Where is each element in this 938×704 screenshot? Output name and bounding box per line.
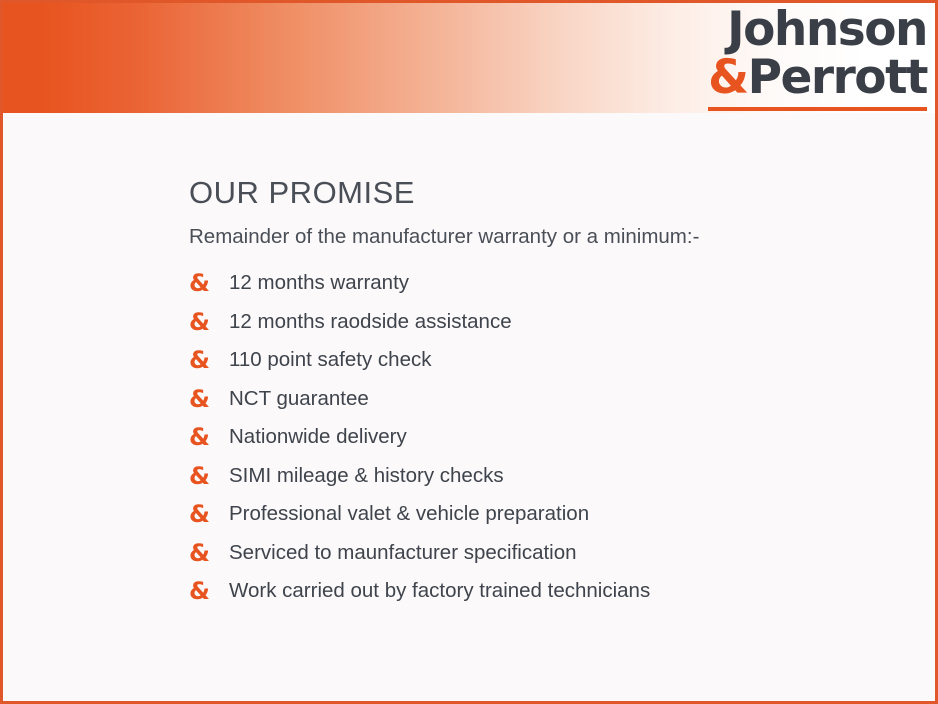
list-item (189, 461, 889, 490)
list-item (189, 425, 889, 449)
ampersand-icon: & (189, 577, 210, 605)
list-item (189, 348, 889, 372)
brand-logo (708, 2, 927, 111)
list-item (189, 307, 889, 336)
ampersand-icon: & (189, 307, 210, 336)
logo-line-johnson: Johnson (727, 2, 927, 57)
list-item-label: Serviced to maunfacturer specification (229, 540, 577, 564)
promise-list (189, 271, 889, 603)
ampersand-icon: & (189, 461, 210, 490)
list-item-label: 110 point safety check (229, 348, 432, 372)
promise-content (189, 175, 889, 618)
list-item-label: 12 months warranty (229, 271, 410, 295)
list-item-label: SIMI mileage & history checks (229, 463, 504, 487)
list-item (189, 579, 889, 603)
page-title: OUR PROMISE (189, 175, 415, 210)
list-item-label: Professional valet & vehicle preparation (229, 502, 590, 526)
list-item (189, 502, 889, 526)
list-item-label: Nationwide delivery (229, 425, 407, 449)
ampersand-icon: & (189, 423, 210, 451)
list-item-label: NCT guarantee (229, 386, 369, 410)
list-item (189, 384, 889, 413)
list-item-label: Work carried out by factory trained technicians (229, 579, 651, 603)
list-item-label: 12 months raodside assistance (229, 309, 512, 333)
ampersand-icon: & (708, 50, 748, 106)
logo-line-perrott (708, 50, 927, 106)
page-subtitle: Remainder of the manufacturer warranty or a minimum:- (189, 225, 700, 248)
list-item (189, 271, 889, 295)
logo-perrott-text: Perrott (747, 50, 927, 106)
ampersand-icon: & (189, 500, 210, 528)
header-band (3, 3, 938, 113)
list-item (189, 538, 889, 567)
ampersand-icon: & (189, 538, 210, 567)
ampersand-icon: & (189, 346, 210, 374)
ampersand-icon: & (189, 384, 210, 413)
logo-underline (708, 107, 927, 111)
ampersand-icon: & (189, 269, 210, 297)
